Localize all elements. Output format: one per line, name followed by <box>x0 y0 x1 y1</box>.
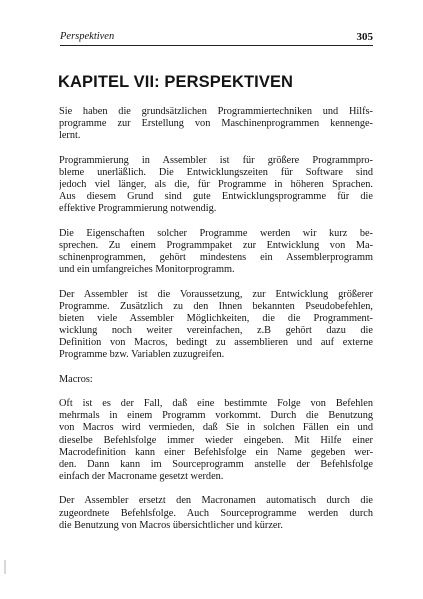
paragraph <box>59 398 373 483</box>
paragraph <box>59 228 373 277</box>
page-number: 305 <box>356 31 373 43</box>
text-line: jedoch viel länger, als die, für Programme in höheren Sprachen. <box>59 179 373 190</box>
text-line: Macrodefinition kann einer Befehlsfolge ein Name gegeben wer- <box>59 446 373 458</box>
text-line: Programme. Zusätzlich zu den Ihnen bekannten Pseudobefehlen, <box>59 300 373 312</box>
text-line: Definition von Macros, bedingt zu assemblieren und auf externe <box>59 337 373 349</box>
paragraph <box>59 374 373 386</box>
text-line: Programme bzw. Variablen zuzugreifen. <box>59 349 225 361</box>
paragraph <box>59 495 373 531</box>
text-line: und ein umfangreiches Monitorprogramm. <box>59 264 235 276</box>
paragraph <box>59 155 373 216</box>
running-header <box>60 31 373 46</box>
text-line: Aus diesem Grund sind gute Entwicklungsprogramme für die <box>59 191 373 203</box>
text-line: einfach der Macroname gesetzt werden. <box>59 471 224 482</box>
text-line: Der Assembler ist die Voraussetzung, zur Entwicklung größerer <box>59 288 373 300</box>
text-line: mehrmals in einem Programm vorkommt. Durch die Benutzung <box>59 410 373 422</box>
text-line: schinenprogrammen, gehört mindestens ein Assemblerprogramm <box>59 252 373 263</box>
text-line: bleme unerläßlich. Die Entwicklungszeiten für Software sind <box>59 166 373 178</box>
text-line: Programmierung in Assembler ist für größere Programmpro- <box>59 154 373 166</box>
text-line: lernt. <box>59 130 81 142</box>
text-line: sprechen. Zu einem Programmpaket zur Entwicklung von Ma- <box>59 239 373 251</box>
paragraph <box>59 289 373 362</box>
paragraph <box>59 106 373 142</box>
text-line: Macros: <box>59 373 93 385</box>
text-line: von Macros wird vermieden, daß Sie in solchen Fällen ein und <box>59 422 373 434</box>
text-line: die Benutzung von Macros übersichtlicher und kürzer. <box>59 519 283 531</box>
body-text <box>59 106 373 544</box>
text-line: Sie haben die grundsätzlichen Programmiertechniken und Hilfs- <box>59 106 373 117</box>
text-line: Die Eigenschaften solcher Programme werden wir kurz be- <box>59 227 373 239</box>
running-header-title: Perspektiven <box>60 31 115 42</box>
text-line: effektive Programmierung notwendig. <box>59 203 217 215</box>
chapter-title: KAPITEL VII: PERSPEKTIVEN <box>58 73 294 92</box>
text-line: Der Assembler ersetzt den Macronamen automatisch durch die <box>59 495 373 507</box>
text-line: dieselbe Befehlsfolge immer wieder eingeben. Mit Hilfe einer <box>59 434 373 446</box>
text-line: programme zur Erstellung von Maschinenprogrammen kennenge- <box>59 118 373 130</box>
text-line: wicklung noch weiter vereinfachen, z.B gehört dazu die <box>59 325 373 336</box>
scan-edge-mark <box>4 560 6 574</box>
text-line: den. Dann kann im Sourceprogramm anstelle der Befehlsfolge <box>59 458 373 470</box>
text-line: zugeordnete Befehlsfolge. Auch Sourceprogramme werden durch <box>59 507 373 519</box>
text-line: Oft ist es der Fall, daß eine bestimmte Folge von Befehlen <box>59 398 373 410</box>
text-line: bieten viele Assembler Möglichkeiten, die die Programment- <box>59 312 373 324</box>
